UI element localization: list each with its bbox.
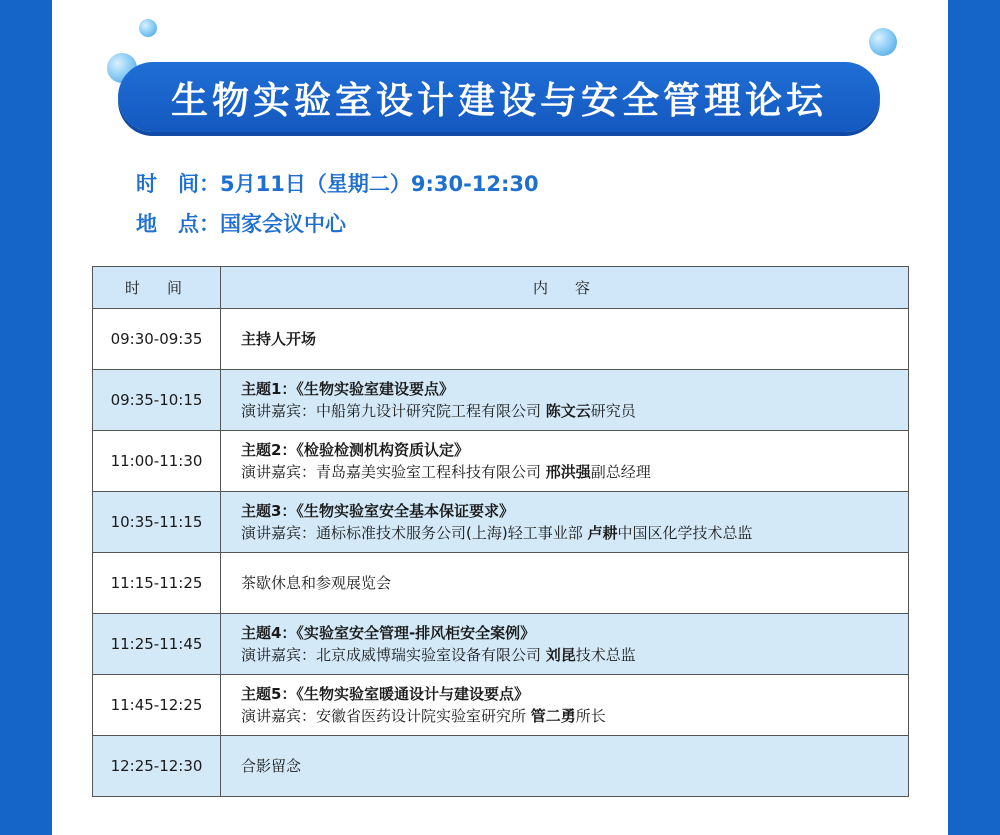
row-time: 09:35-10:15 bbox=[93, 370, 221, 431]
speaker-org: 演讲嘉宾：北京成威博瑞实验室设备有限公司 bbox=[241, 646, 546, 664]
speaker-name: 管二勇 bbox=[530, 707, 576, 725]
schedule-table bbox=[92, 266, 909, 797]
speaker-title: 中国区化学技术总监 bbox=[617, 524, 753, 542]
row-speaker bbox=[241, 461, 907, 483]
row-time: 09:30-09:35 bbox=[93, 309, 221, 370]
row-time: 11:00-11:30 bbox=[93, 431, 221, 492]
table-row bbox=[93, 614, 909, 675]
row-time: 11:15-11:25 bbox=[93, 553, 221, 614]
speaker-org: 演讲嘉宾：中船第九设计研究院工程有限公司 bbox=[241, 402, 546, 420]
event-time bbox=[136, 168, 539, 198]
row-content bbox=[221, 736, 909, 797]
table-row bbox=[93, 431, 909, 492]
page-title: 生物实验室设计建设与安全管理论坛 bbox=[171, 79, 827, 122]
speaker-name: 邢洪强 bbox=[545, 463, 591, 481]
header-time: 时 间 bbox=[93, 267, 221, 309]
place-label: 地 点： bbox=[136, 212, 220, 236]
row-speaker bbox=[241, 644, 907, 666]
table-row bbox=[93, 309, 909, 370]
table-row bbox=[93, 553, 909, 614]
speaker-name: 刘昆 bbox=[545, 646, 576, 664]
speaker-title: 副总经理 bbox=[590, 463, 651, 481]
speaker-org: 演讲嘉宾：青岛嘉美实验室工程科技有限公司 bbox=[241, 463, 546, 481]
row-content bbox=[221, 309, 909, 370]
speaker-org: 演讲嘉宾：通标标准技术服务公司(上海)轻工事业部 bbox=[241, 524, 588, 542]
row-time: 11:25-11:45 bbox=[93, 614, 221, 675]
row-plain-text: 合影留念 bbox=[241, 757, 302, 775]
row-content bbox=[221, 370, 909, 431]
row-content bbox=[221, 675, 909, 736]
row-speaker bbox=[241, 400, 907, 422]
row-speaker bbox=[241, 705, 907, 727]
table-row bbox=[93, 492, 909, 553]
decorative-bubble bbox=[869, 28, 897, 56]
row-speaker bbox=[241, 522, 907, 544]
table-row bbox=[93, 736, 909, 797]
table-row bbox=[93, 675, 909, 736]
speaker-name: 陈文云 bbox=[545, 402, 591, 420]
row-time: 12:25-12:30 bbox=[93, 736, 221, 797]
row-content bbox=[221, 431, 909, 492]
header-content: 内 容 bbox=[221, 267, 909, 309]
row-topic: 主题1：《生物实验室建设要点》 bbox=[241, 380, 454, 398]
time-label: 时 间： bbox=[136, 172, 220, 196]
row-topic: 主题2：《检验检测机构资质认定》 bbox=[241, 441, 469, 459]
row-topic: 主题5：《生物实验室暖通设计与建设要点》 bbox=[241, 685, 529, 703]
row-topic: 主题4：《实验室安全管理-排风柜安全案例》 bbox=[241, 624, 536, 642]
table-row bbox=[93, 370, 909, 431]
time-value: 5月11日（星期二）9:30-12:30 bbox=[220, 172, 539, 196]
row-time: 10:35-11:15 bbox=[93, 492, 221, 553]
place-value: 国家会议中心 bbox=[220, 212, 346, 236]
speaker-title: 研究员 bbox=[590, 402, 636, 420]
title-banner bbox=[118, 62, 880, 132]
speaker-org: 演讲嘉宾：安徽省医药设计院实验室研究所 bbox=[241, 707, 531, 725]
speaker-title: 所长 bbox=[575, 707, 606, 725]
row-content bbox=[221, 553, 909, 614]
row-topic: 主题3：《生物实验室安全基本保证要求》 bbox=[241, 502, 514, 520]
row-plain-text: 茶歇休息和参观展览会 bbox=[241, 574, 392, 592]
row-content bbox=[221, 614, 909, 675]
row-content bbox=[221, 492, 909, 553]
row-topic: 主持人开场 bbox=[241, 330, 317, 348]
row-time: 11:45-12:25 bbox=[93, 675, 221, 736]
event-place bbox=[136, 208, 346, 238]
speaker-name: 卢耕 bbox=[587, 524, 618, 542]
speaker-title: 技术总监 bbox=[575, 646, 636, 664]
decorative-bubble bbox=[139, 19, 157, 37]
table-header-row bbox=[93, 267, 909, 309]
